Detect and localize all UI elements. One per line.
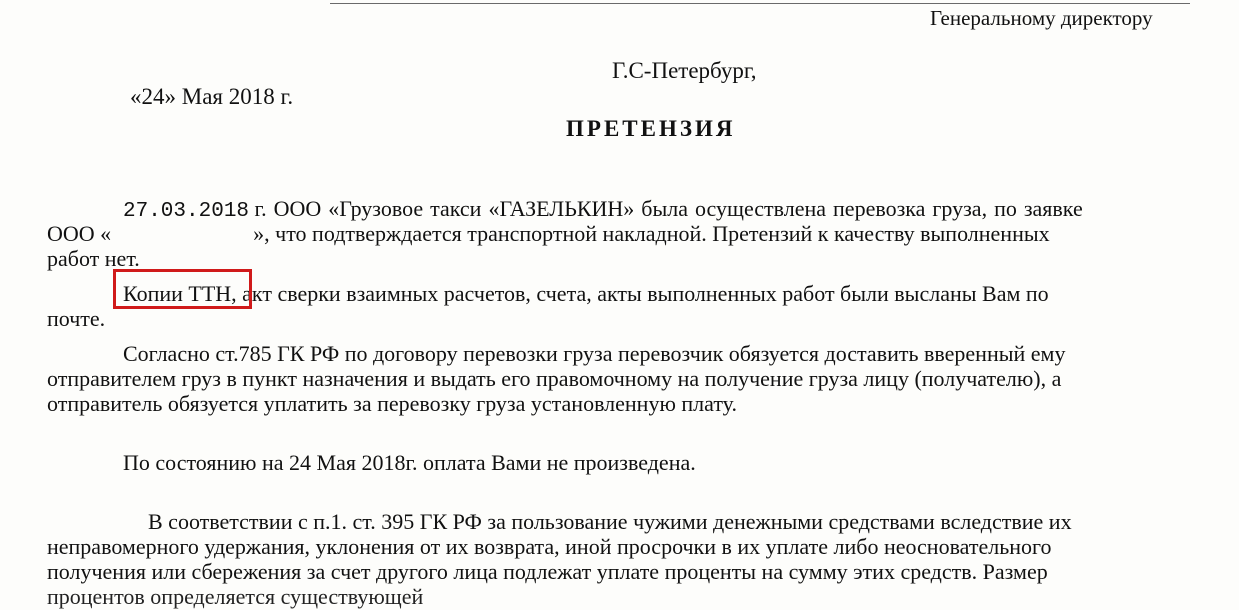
paragraph-4 bbox=[47, 450, 1187, 475]
client-org-prefix: ООО « bbox=[47, 221, 112, 246]
paragraph-1-line-2 bbox=[47, 221, 1187, 246]
paragraph-1-line-1 bbox=[47, 196, 1187, 221]
highlighted-ttn-copies: Копии ТТН, bbox=[123, 281, 237, 306]
document-date: «24» Мая 2018 г. bbox=[130, 84, 294, 109]
addressee: Генеральному директору bbox=[930, 6, 1153, 30]
paragraph-3 bbox=[47, 341, 1187, 416]
shipment-date: 27.03.2018 bbox=[123, 200, 250, 223]
paragraph-3-line-1: Согласно ст.785 ГК РФ по договору перевозки груза перевозчик обязуется доставить вверенный ему bbox=[123, 341, 1066, 366]
paragraph-3-line-2: отправителем груз в пункт назначения и выдать его правомочному на получение груза лицу (получателю), а bbox=[47, 366, 1062, 391]
paragraph-4-line-1: По состоянию на 24 Мая 2018г. оплата Вами не произведена. bbox=[123, 450, 696, 475]
city: Г.С-Петербург, bbox=[612, 58, 757, 83]
paragraph-1-line-2-text: », что подтверждается транспортной накладной. Претензий к качеству выполненных bbox=[253, 221, 1050, 246]
paragraph-1-line-3: работ нет. bbox=[47, 246, 140, 271]
paragraph-2-line-1-text: акт сверки взаимных расчетов, счета, акты выполненных работ были высланы Вам по bbox=[236, 281, 1049, 306]
document-title: ПРЕТЕНЗИЯ bbox=[566, 116, 736, 141]
paragraph-5-line-2: неправомерного удержания, уклонения от их возврата, иной просрочки в их уплате либо неосновательного bbox=[47, 534, 1052, 559]
paragraph-1 bbox=[47, 196, 1187, 271]
paragraph-5-line-1: В соответствии с п.1. ст. 395 ГК РФ за пользование чужими денежными средствами вследствие их bbox=[148, 509, 1072, 534]
paragraph-2-line-2: почте. bbox=[47, 306, 106, 331]
paragraph-5-line-4-partial: процентов определяется существующей bbox=[47, 584, 424, 609]
red-highlight-box bbox=[113, 269, 252, 309]
paragraph-5-line-3: получения или сбережения за счет другого лица подлежат уплате проценты на сумму этих средств. Размер bbox=[47, 559, 1048, 584]
top-rule-line bbox=[330, 3, 1190, 4]
paragraph-5 bbox=[47, 509, 1187, 584]
paragraph-1-line-1-text: г. ООО «Грузовое такси «ГАЗЕЛЬКИН» была осуществлена перевозка груза, по заявке bbox=[254, 196, 1083, 221]
paragraph-3-line-3: отправитель обязуется уплатить за перевозку груза установленную плату. bbox=[47, 391, 737, 416]
